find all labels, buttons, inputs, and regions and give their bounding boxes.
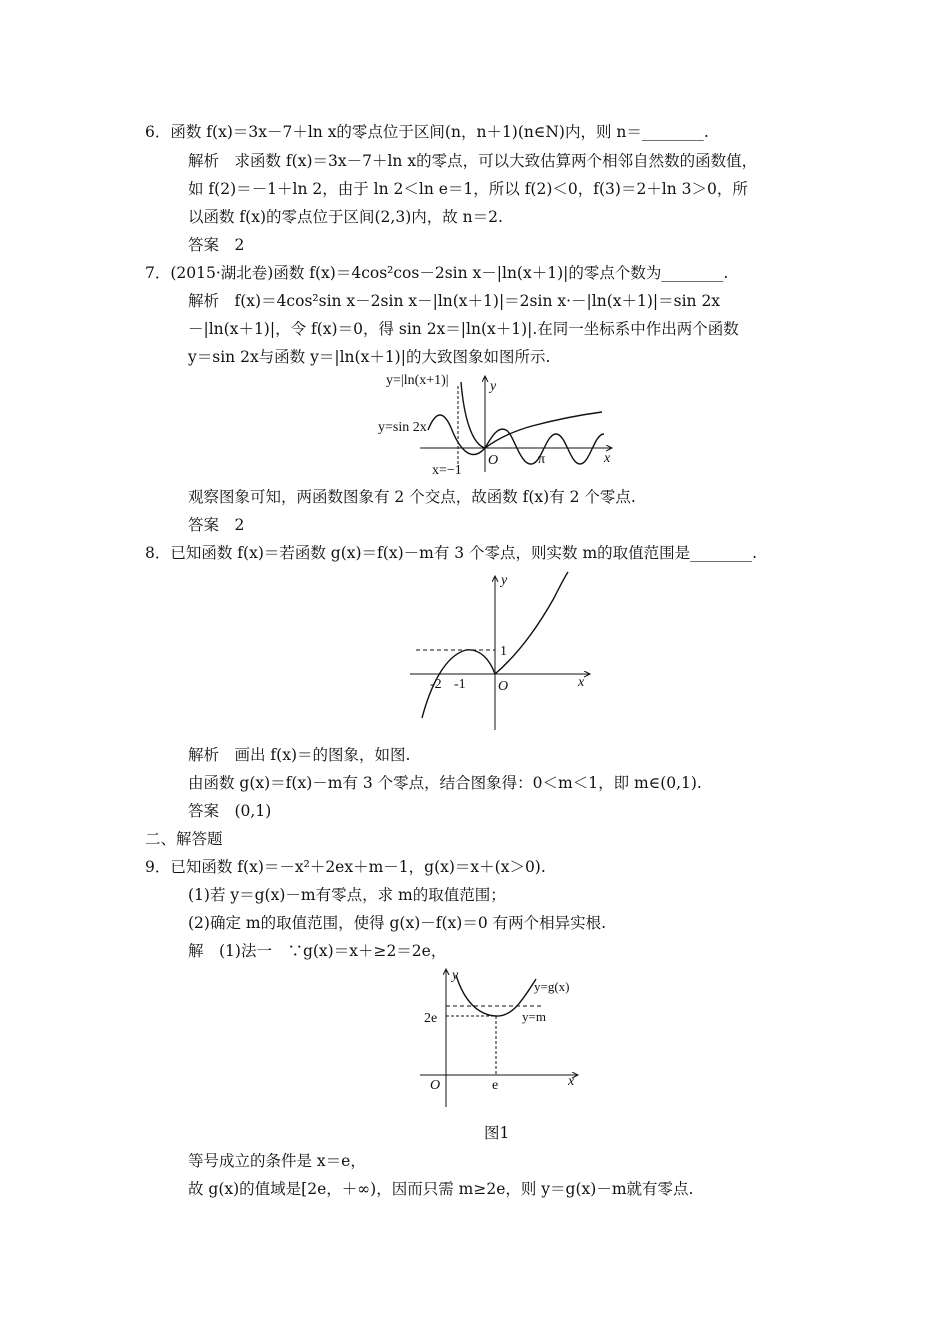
q6-analysis-line1: 解析 求函数 f(x)＝3x－7＋ln x的零点，可以大致估算两个相邻自然数的函数值， [188,152,758,170]
q9-solution-line2: 等号成立的条件是 x＝e， [188,1152,366,1170]
tick-1: 1 [500,644,507,659]
q9-line1: 9．已知函数 f(x)＝－x²＋2ex＋m－1，g(x)＝x＋(x＞0). [145,858,546,876]
q7-observation: 观察图象可知，两函数图象有 2 个交点，故函数 f(x)有 2 个零点. [188,488,636,506]
figure-piecewise-graph [406,570,606,735]
label-origin: O [488,453,499,468]
label-y: y [452,968,459,983]
label-origin: O [430,1078,441,1093]
q9-part2: (2)确定 m的取值范围，使得 g(x)－f(x)＝0 有两个相异实根. [188,914,607,932]
tick-neg2: -2 [430,677,442,692]
q6-analysis-line2: 如 f(2)＝－1＋ln 2，由于 ln 2＜ln e＝1，所以 f(2)＜0，f(3)＝2＋ln 3＞0，所 [188,180,748,198]
q7-line1: 7．(2015·湖北卷)函数 f(x)＝4cos²cos－2sin x－|ln(x＋1)|的零点个数为________. [145,264,729,282]
label-pi: π [538,452,546,467]
q8-answer: 答案 (0,1) [188,802,272,820]
label-y: y [501,573,508,588]
sin-curve [428,415,604,464]
section-heading: 二、解答题 [145,830,223,848]
label-x: x [604,451,611,466]
q8-analysis-line2: 由函数 g(x)＝f(x)－m有 3 个零点，结合图象得：0＜m＜1，即 m∈(0,1). [188,774,702,792]
q7-analysis-line3: y＝sin 2x与函数 y＝|ln(x＋1)|的大致图象如图所示. [188,348,551,366]
q6-answer: 答案 2 [188,236,245,254]
label-asymptote: x=−1 [432,463,462,478]
label-y: y [490,379,497,394]
tick-2e: 2e [424,1011,438,1026]
label-m: y=m [522,1009,546,1024]
ln-curve [461,382,602,448]
q7-analysis-line1: 解析 f(x)＝4cos²sin x－2sin x－|ln(x＋1)|＝2sin x·－|ln(x＋1)|＝sin 2x [188,292,721,310]
figure-caption: 图1 [484,1124,510,1142]
label-ln: y=|ln(x+1)| [386,373,449,388]
tick-neg1: -1 [454,677,466,692]
figure-g-graph [418,965,598,1110]
q6-line1: 6．函数 f(x)＝3x－7＋ln x的零点位于区间(n，n＋1)(n∈N)内，则 n＝________. [145,123,709,141]
q8-analysis-line1: 解析 画出 f(x)＝的图象，如图. [188,746,411,764]
label-x: x [578,675,585,690]
q9-part1: (1)若 y＝g(x)－m有零点，求 m的取值范围； [188,886,506,904]
q6-analysis-line3: 以函数 f(x)的零点位于区间(2,3)内，故 n＝2. [188,208,503,226]
label-sin: y=sin 2x [378,420,427,435]
q7-answer: 答案 2 [188,516,245,534]
label-g: y=g(x) [534,979,570,994]
q9-solution-line3: 故 g(x)的值域是[2e，＋∞)，因而只需 m≥2e，则 y＝g(x)－m就有零点. [188,1180,694,1198]
label-x: x [568,1074,575,1089]
q8-line1: 8．已知函数 f(x)＝若函数 g(x)＝f(x)－m有 3 个零点，则实数 m的取值范围是________. [145,544,758,562]
q9-solution-line1: 解 (1)法一 ∵g(x)＝x＋≥2＝2e， [188,942,447,960]
figure-sin-ln-graph [372,368,642,478]
tick-e: e [492,1078,499,1093]
label-origin: O [498,679,509,694]
q7-analysis-line2: －|ln(x＋1)|，令 f(x)＝0，得 sin 2x＝|ln(x＋1)|.在同一坐标系中作出两个函数 [188,320,739,338]
